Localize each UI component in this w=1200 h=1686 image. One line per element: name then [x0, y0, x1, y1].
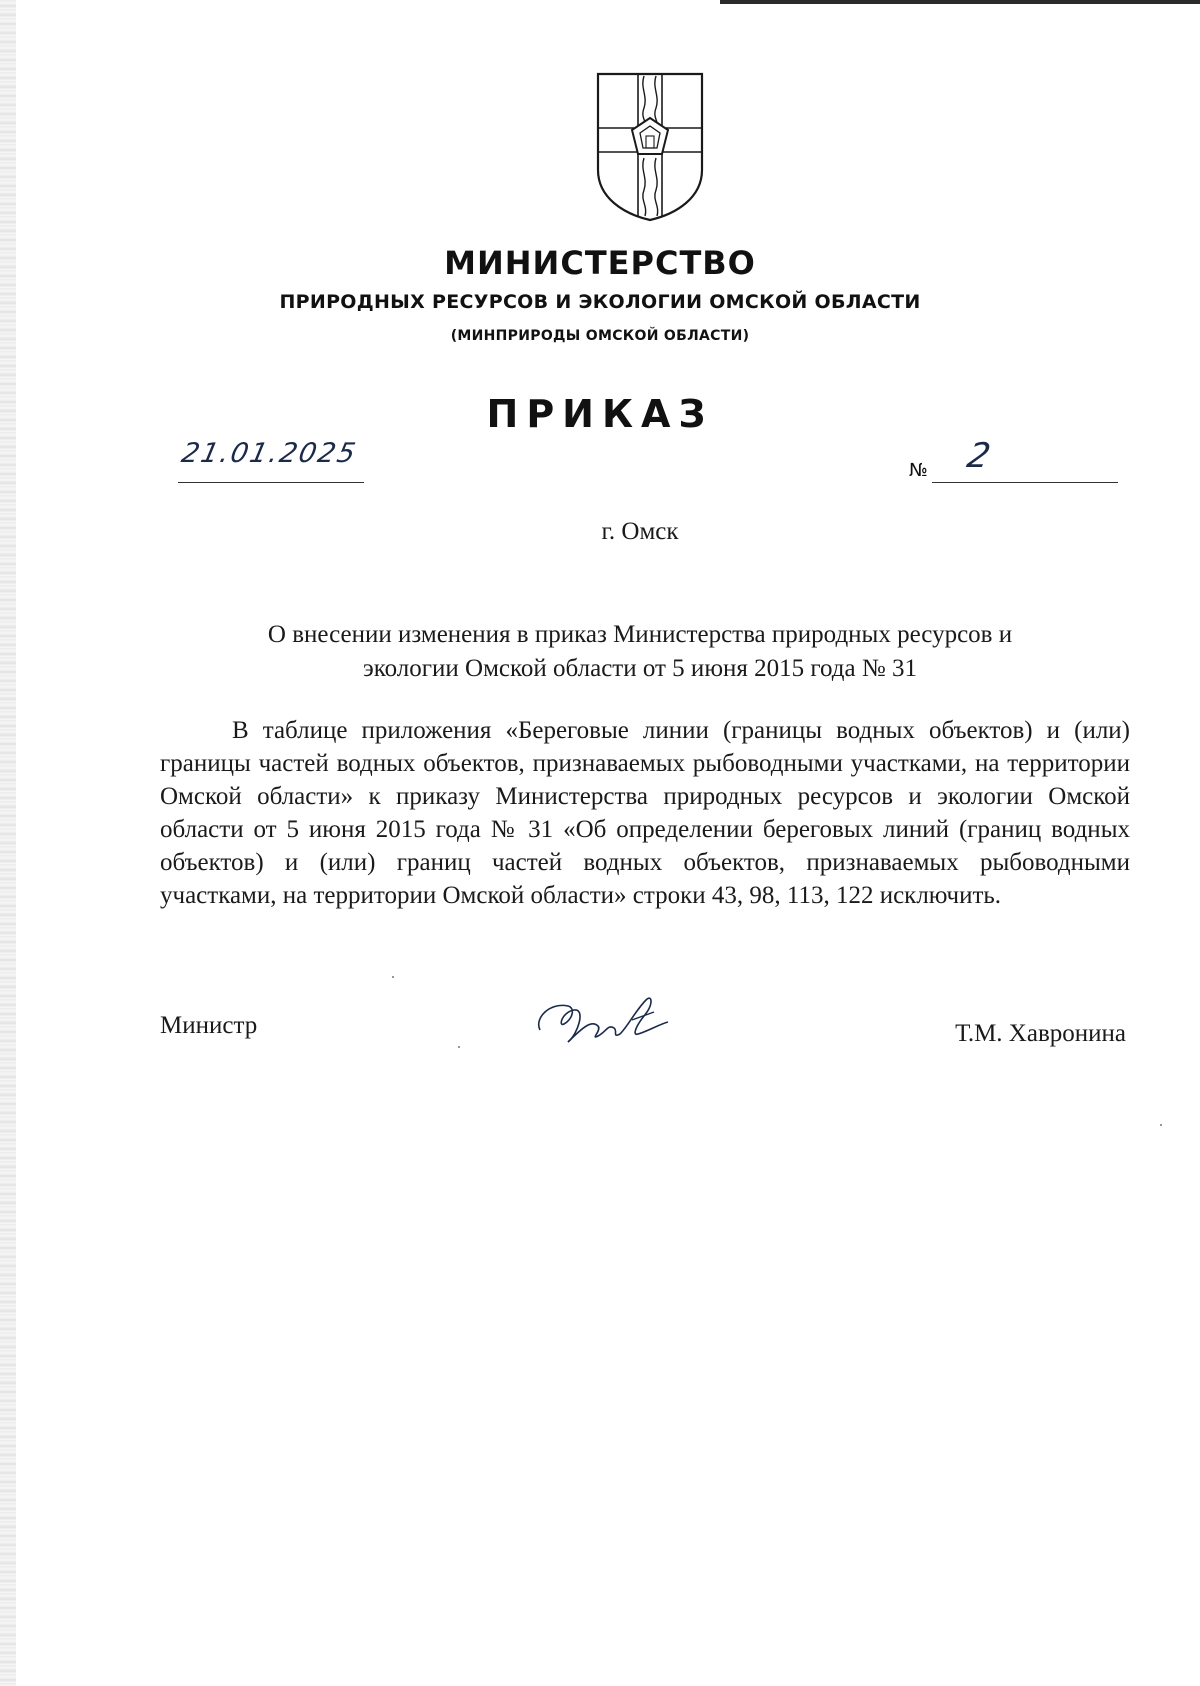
- document-subject: [160, 618, 1120, 686]
- number-value: 2: [963, 436, 994, 476]
- city: г. Омск: [601, 518, 679, 545]
- signer-name: Т.М. Хавронина: [955, 1020, 1126, 1047]
- subject-line: О внесении изменения в приказ Министерства природных ресурсов и: [267, 621, 1013, 648]
- number-label: №: [909, 460, 928, 481]
- document-body: В таблице приложения «Береговые линии (границы водных объектов) и (или) границы частей водных объектов, признаваемых рыбоводными участками, на территории Омской области» к приказу Министерства природных ресурсов и экологии Омской области от 5 июня 2015 года № 31 «Об определении береговых линий (границ водных объектов) и (или) границ частей водных объектов, признаваемых рыбоводными участками, на территории Омской области» строки 43, 98, 113, 122 исключить.: [160, 717, 1130, 909]
- document-type: ПРИКАЗ: [486, 392, 714, 436]
- date-value: 21.01.2025: [178, 438, 360, 469]
- scan-edge-top: [720, 0, 1200, 4]
- ministry-title: МИНИСТЕРСТВО: [444, 244, 756, 282]
- ministry-short-name: (МИНПРИРОДЫ ОМСКОЙ ОБЛАСТИ): [450, 328, 750, 344]
- date-field: [178, 434, 364, 483]
- coat-of-arms-icon: [592, 70, 708, 222]
- scan-speck: [458, 1046, 460, 1048]
- scan-speck: [1160, 1124, 1162, 1126]
- handwritten-signature-icon: [528, 990, 678, 1056]
- scan-speck: [392, 976, 394, 978]
- subject-line: экологии Омской области от 5 июня 2015 года № 31: [363, 655, 917, 682]
- ministry-full-name: ПРИРОДНЫХ РЕСУРСОВ И ЭКОЛОГИИ ОМСКОЙ ОБЛАСТИ: [279, 291, 921, 313]
- signer-role: Министр: [160, 1012, 258, 1039]
- number-field: [932, 436, 1118, 483]
